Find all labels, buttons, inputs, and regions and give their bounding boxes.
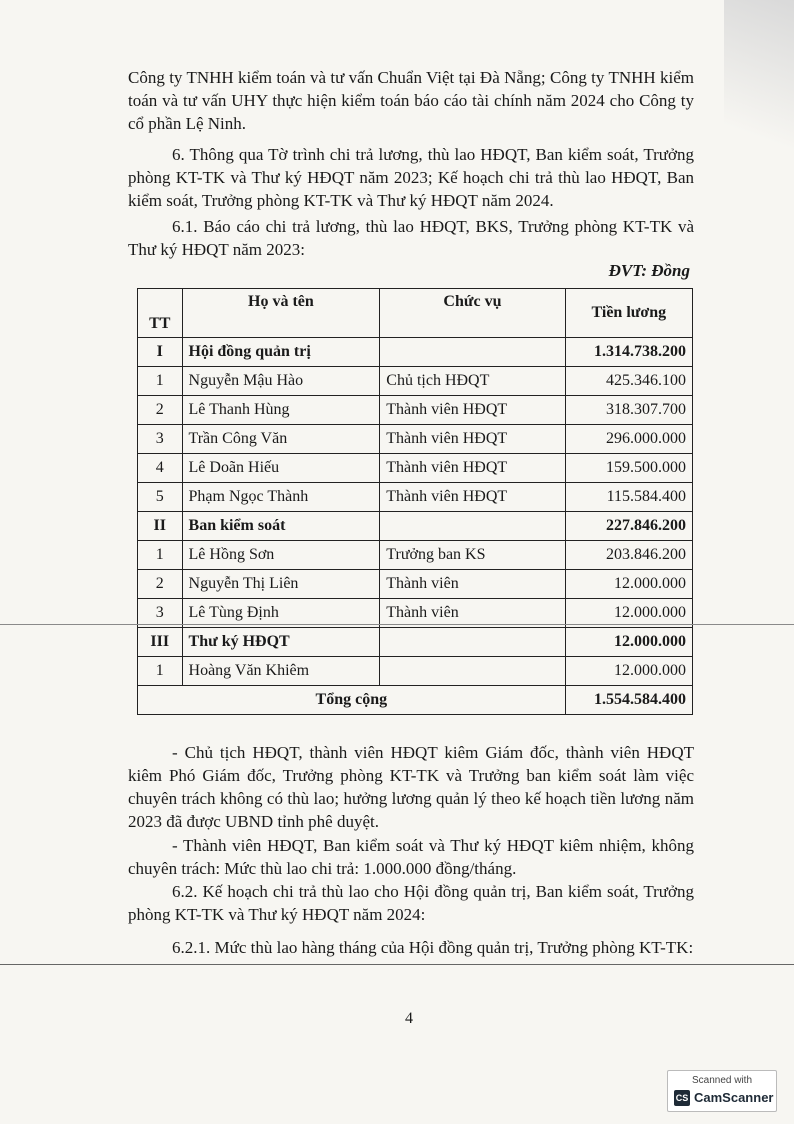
header-tt: TT — [138, 289, 183, 338]
cell-role: Thành viên HĐQT — [380, 425, 565, 454]
paragraph-note-2: - Thành viên HĐQT, Ban kiểm soát và Thư ký HĐQT kiêm nhiệm, không chuyên trách: Mức thù lao chi trả: 1.000.000 đồng/tháng. — [128, 836, 694, 878]
header-name: Họ và tên — [182, 289, 380, 338]
camscanner-logo-icon: CS — [674, 1090, 690, 1106]
total-label: Tổng cộng — [138, 686, 566, 715]
table-row — [138, 570, 693, 599]
cell-role — [380, 657, 565, 686]
paragraph-note-1: - Chủ tịch HĐQT, thành viên HĐQT kiêm Giám đốc, thành viên HĐQT kiêm Phó Giám đốc, Trưởng phòng KT-TK và Trưởng ban kiểm soát làm việc chuyên trách không có thù lao; hưởng lương quản lý theo kế hoạch tiền lương năm 2023 đã được UBND tỉnh phê duyệt. — [128, 743, 694, 831]
cell-tt: 4 — [138, 454, 183, 483]
cell-name: Lê Doãn Hiếu — [182, 454, 380, 483]
header-role: Chức vụ — [380, 289, 565, 338]
scan-fold-line-2 — [0, 964, 794, 965]
table-total-row — [138, 686, 693, 715]
cell-role — [380, 512, 565, 541]
table-header-row — [138, 289, 693, 338]
cell-tt: 1 — [138, 367, 183, 396]
cell-role — [380, 338, 565, 367]
cell-name: Hội đồng quản trị — [182, 338, 380, 367]
cell-amount: 12.000.000 — [565, 657, 692, 686]
cell-role: Thành viên HĐQT — [380, 483, 565, 512]
paragraph-item-6-2: 6.2. Kế hoạch chi trả thù lao cho Hội đồng quản trị, Ban kiểm soát, Trưởng phòng KT-TK và Thư ký HĐQT năm 2024: — [128, 882, 694, 924]
cell-amount: 318.307.700 — [565, 396, 692, 425]
table-group-row — [138, 512, 693, 541]
cell-amount: 12.000.000 — [565, 570, 692, 599]
cell-amount: 203.846.200 — [565, 541, 692, 570]
paragraph-item-6-1: 6.1. Báo cáo chi trả lương, thù lao HĐQT, BKS, Trưởng phòng KT-TK và Thư ký HĐQT năm 2023: — [128, 217, 694, 259]
cell-amount: 425.346.100 — [565, 367, 692, 396]
cell-role: Thành viên — [380, 599, 565, 628]
cell-name: Thư ký HĐQT — [182, 628, 380, 657]
cell-role: Thành viên — [380, 570, 565, 599]
camscanner-name: CamScanner — [694, 1090, 774, 1105]
header-amount: Tiền lương — [565, 289, 692, 338]
paragraph-item-6-2-1: 6.2.1. Mức thù lao hàng tháng của Hội đồng quản trị, Trưởng phòng KT-TK: — [172, 938, 694, 957]
cell-name: Nguyễn Mậu Hào — [182, 367, 380, 396]
table-group-row — [138, 338, 693, 367]
camscanner-caption: Scanned with — [691, 1075, 753, 1086]
cell-name: Lê Tùng Định — [182, 599, 380, 628]
cell-amount: 159.500.000 — [565, 454, 692, 483]
cell-name: Trần Công Văn — [182, 425, 380, 454]
page-number: 4 — [405, 1010, 413, 1027]
scan-shadow — [724, 0, 794, 190]
cell-role: Trưởng ban KS — [380, 541, 565, 570]
table-row — [138, 657, 693, 686]
cell-name: Ban kiểm soát — [182, 512, 380, 541]
cell-tt: 2 — [138, 570, 183, 599]
unit-label: ĐVT: Đồng — [608, 261, 690, 280]
cell-amount: 296.000.000 — [565, 425, 692, 454]
total-amount: 1.554.584.400 — [565, 686, 692, 715]
table-body — [138, 338, 693, 686]
cell-role: Thành viên HĐQT — [380, 454, 565, 483]
cell-tt: 5 — [138, 483, 183, 512]
table-row — [138, 454, 693, 483]
cell-tt: 1 — [138, 541, 183, 570]
cell-tt: I — [138, 338, 183, 367]
cell-role: Chủ tịch HĐQT — [380, 367, 565, 396]
table-row — [138, 483, 693, 512]
cell-name: Lê Hồng Sơn — [182, 541, 380, 570]
camscanner-badge — [667, 1070, 777, 1112]
cell-tt: 2 — [138, 396, 183, 425]
table-row — [138, 396, 693, 425]
cell-name: Phạm Ngọc Thành — [182, 483, 380, 512]
table-row — [138, 541, 693, 570]
paragraph-auditors: Công ty TNHH kiểm toán và tư vấn Chuẩn Việt tại Đà Nẵng; Công ty TNHH kiểm toán và tư vấn UHY thực hiện kiểm toán báo cáo tài chính năm 2024 cho Công ty cổ phần Lệ Ninh. — [128, 68, 694, 133]
cell-tt: 1 — [138, 657, 183, 686]
scan-fold-line — [0, 624, 794, 625]
cell-amount: 12.000.000 — [565, 628, 692, 657]
cell-amount: 227.846.200 — [565, 512, 692, 541]
cell-tt: 3 — [138, 425, 183, 454]
cell-name: Hoàng Văn Khiêm — [182, 657, 380, 686]
cell-amount: 115.584.400 — [565, 483, 692, 512]
cell-amount: 1.314.738.200 — [565, 338, 692, 367]
cell-tt: III — [138, 628, 183, 657]
cell-amount: 12.000.000 — [565, 599, 692, 628]
table-row — [138, 367, 693, 396]
table-group-row — [138, 628, 693, 657]
table-row — [138, 425, 693, 454]
cell-name: Nguyễn Thị Liên — [182, 570, 380, 599]
paragraph-item-6: 6. Thông qua Tờ trình chi trả lương, thù lao HĐQT, Ban kiểm soát, Trưởng phòng KT-TK và Thư ký HĐQT năm 2023; Kế hoạch chi trả thù lao HĐQT, Ban kiểm soát, Trưởng phòng KT-TK và Thư ký HĐQT năm 2024. — [128, 145, 694, 210]
cell-role: Thành viên HĐQT — [380, 396, 565, 425]
salary-table — [137, 288, 693, 715]
cell-name: Lê Thanh Hùng — [182, 396, 380, 425]
cell-tt: II — [138, 512, 183, 541]
cell-tt: 3 — [138, 599, 183, 628]
cell-role — [380, 628, 565, 657]
